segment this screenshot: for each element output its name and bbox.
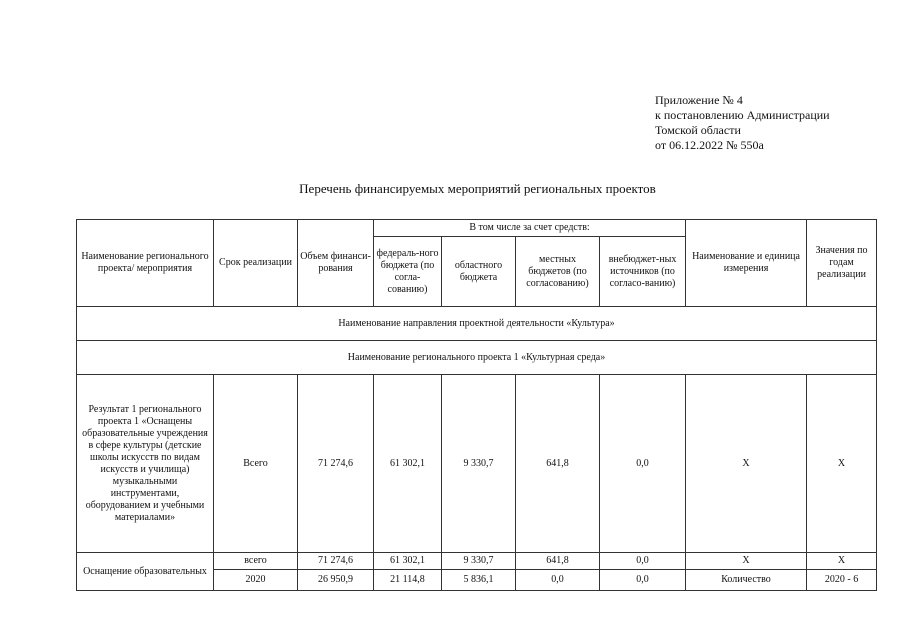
header-local: местных бюджетов (по согласованию) (516, 237, 600, 307)
activity-row-total (77, 553, 877, 570)
document-title: Перечень финансируемых мероприятий региональных проектов (299, 181, 656, 196)
header-unit: Наименование и единица измерения (686, 220, 807, 307)
activity-volume: 71 274,6 (298, 553, 374, 570)
activity-local: 641,8 (516, 553, 600, 570)
appendix-line: Томской области (655, 123, 741, 137)
activity-federal: 21 114,8 (374, 570, 442, 591)
appendix-line: к постановлению Администрации (655, 108, 830, 122)
result-term: Всего (214, 375, 298, 553)
activity-regional: 9 330,7 (442, 553, 516, 570)
activity-term: 2020 (214, 570, 298, 591)
result-extra: 0,0 (600, 375, 686, 553)
header-incl: В том числе за счет средств: (374, 220, 686, 237)
activity-local: 0,0 (516, 570, 600, 591)
activity-federal: 61 302,1 (374, 553, 442, 570)
result-local: 641,8 (516, 375, 600, 553)
activity-values: Х (807, 553, 877, 570)
header-volume: Объем финанси-рования (298, 220, 374, 307)
result-volume: 71 274,6 (298, 375, 374, 553)
header-row-1 (77, 220, 877, 237)
appendix-line: Приложение № 4 (655, 93, 743, 107)
activity-term: всего (214, 553, 298, 570)
header-term: Срок реализации (214, 220, 298, 307)
project-cell: Наименование регионального проекта 1 «Культурная среда» (77, 341, 877, 375)
direction-cell: Наименование направления проектной деятельности «Культура» (77, 307, 877, 341)
project-row (77, 341, 877, 375)
activity-volume: 26 950,9 (298, 570, 374, 591)
header-federal: федераль-ного бюджета (по согла-сованию) (374, 237, 442, 307)
activity-extra: 0,0 (600, 570, 686, 591)
activity-extra: 0,0 (600, 553, 686, 570)
activity-unit: Х (686, 553, 807, 570)
header-name: Наименование регионального проекта/ мероприятия (77, 220, 214, 307)
appendix-date-line: от 06.12.2022 № 550а (655, 138, 764, 152)
result-regional: 9 330,7 (442, 375, 516, 553)
activity-name: Оснащение образовательных (77, 553, 214, 591)
header-values: Значения по годам реализации (807, 220, 877, 307)
projects-table (76, 219, 877, 591)
result-row (77, 375, 877, 553)
result-name: Результат 1 регионального проекта 1 «Оснащены образовательные учреждения в сфере культуры (детские школы искусств по видам искусств и училища) музыкальными инструментами, оборудованием и учебными материалами» (77, 375, 214, 553)
activity-regional: 5 836,1 (442, 570, 516, 591)
result-federal: 61 302,1 (374, 375, 442, 553)
result-values: Х (807, 375, 877, 553)
header-regional: областного бюджета (442, 237, 516, 307)
direction-row (77, 307, 877, 341)
appendix-block (655, 93, 830, 153)
header-extra: внебюджет-ных источников (по согласо-ванию) (600, 237, 686, 307)
activity-unit: Количество (686, 570, 807, 591)
result-unit: Х (686, 375, 807, 553)
activity-values: 2020 - 6 (807, 570, 877, 591)
